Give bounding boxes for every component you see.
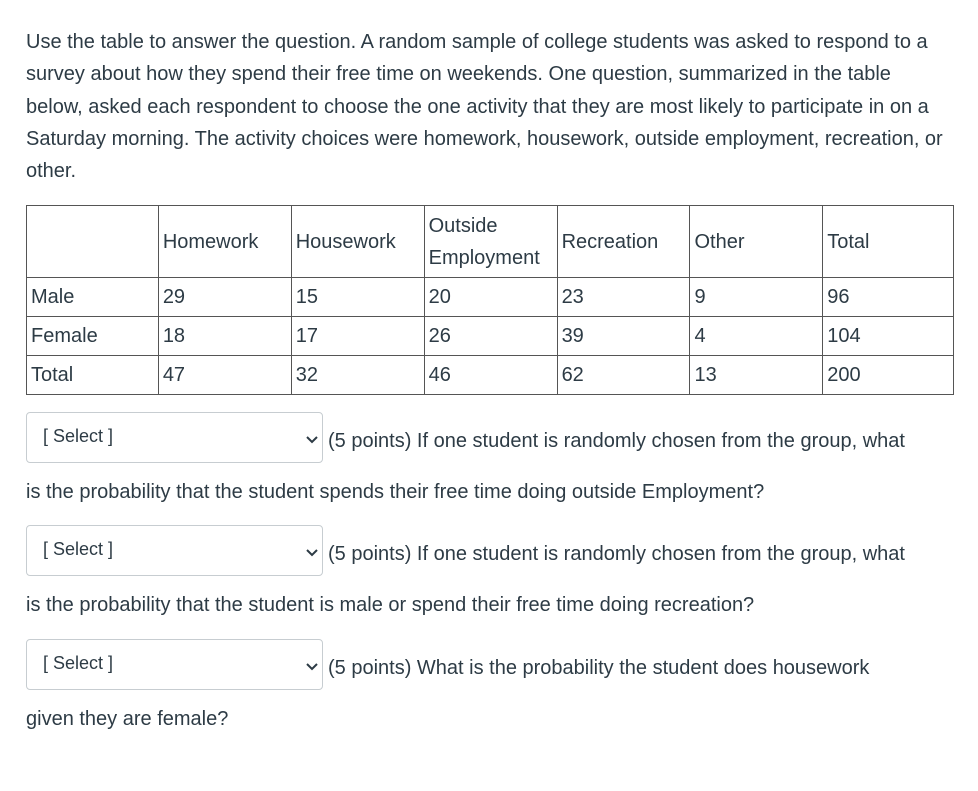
table-header-cell <box>27 206 159 278</box>
select-placeholder: [ Select ] <box>43 653 114 673</box>
table-cell: Total <box>27 356 159 395</box>
table-cell: 4 <box>690 317 823 356</box>
table-header-row <box>27 206 954 278</box>
table-cell: 46 <box>424 356 557 395</box>
question-text: (5 points) If one student is randomly chosen from the group, what <box>328 430 905 452</box>
table-cell: Male <box>27 278 159 317</box>
table-header-cell: Recreation <box>557 206 690 278</box>
table-cell: 104 <box>823 317 954 356</box>
select-placeholder: [ Select ] <box>43 426 114 446</box>
chevron-down-icon <box>306 435 318 445</box>
table-row <box>27 317 954 356</box>
answer-select-2[interactable] <box>26 525 323 576</box>
table-cell: 20 <box>424 278 557 317</box>
table-header-cell: Housework <box>291 206 424 278</box>
table-cell: 9 <box>690 278 823 317</box>
chevron-down-icon <box>306 548 318 558</box>
table-cell: 96 <box>823 278 954 317</box>
chevron-down-icon <box>306 662 318 672</box>
question-intro: Use the table to answer the question. A random sample of college students was asked to respond to a survey about how they spend their free time on weekends. One question, summarized in the table below, asked each respondent to choose the one activity that they are most likely to participate in on a Saturday morning. The activity choices were homework, housework, outside employment, recreation, or other. <box>26 31 943 183</box>
table-header-cell: Homework <box>158 206 291 278</box>
table-cell: 200 <box>823 356 954 395</box>
table-cell: Female <box>27 317 159 356</box>
question-text-continued: given they are female? <box>26 708 229 730</box>
table-header-cell: Other <box>690 206 823 278</box>
table-cell: 23 <box>557 278 690 317</box>
answer-select-1[interactable] <box>26 412 323 463</box>
table-cell: 26 <box>424 317 557 356</box>
table-cell: 62 <box>557 356 690 395</box>
table-cell: 15 <box>291 278 424 317</box>
table-header-cell: Total <box>823 206 954 278</box>
select-placeholder: [ Select ] <box>43 539 114 559</box>
table-cell: 47 <box>158 356 291 395</box>
table-row <box>27 278 954 317</box>
table-header-cell: Outside Employment <box>424 206 557 278</box>
table-cell: 29 <box>158 278 291 317</box>
question-text-continued: is the probability that the student is male or spend their free time doing recreation? <box>26 594 755 616</box>
question-text-continued: is the probability that the student spends their free time doing outside Employment? <box>26 481 765 503</box>
table-cell: 39 <box>557 317 690 356</box>
table-cell: 13 <box>690 356 823 395</box>
survey-table <box>26 205 954 395</box>
question-text: (5 points) If one student is randomly chosen from the group, what <box>328 543 905 565</box>
table-cell: 18 <box>158 317 291 356</box>
table-cell: 17 <box>291 317 424 356</box>
table-cell: 32 <box>291 356 424 395</box>
answer-select-3[interactable] <box>26 639 323 690</box>
question-text: (5 points) What is the probability the student does housework <box>328 657 870 679</box>
table-row <box>27 356 954 395</box>
